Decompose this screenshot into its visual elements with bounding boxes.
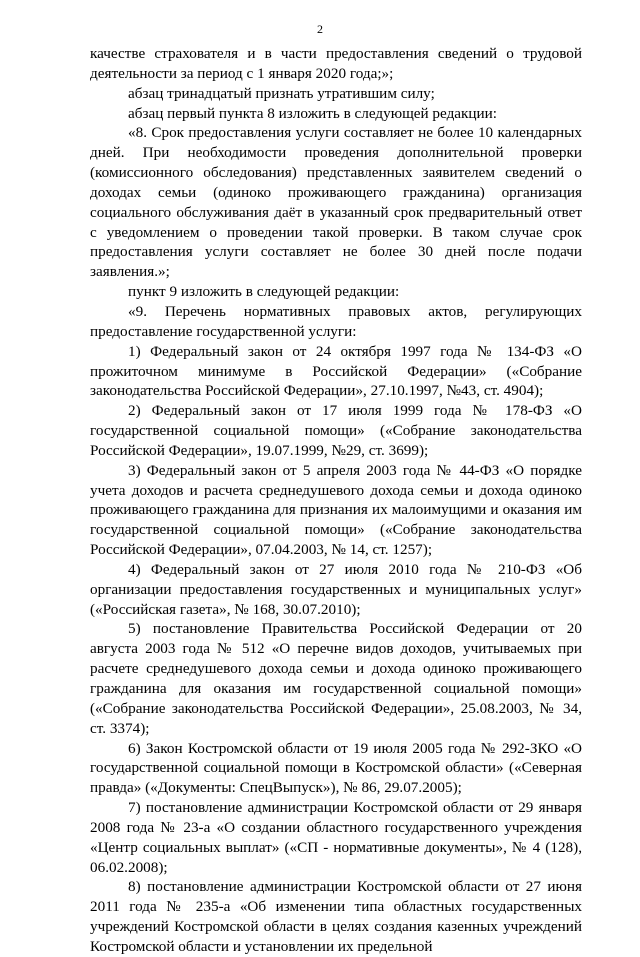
list-item-8: 8) постановление администрации Костромской области от 27 июня 2011 года № 235-а «Об изменении типа областных государственных учреждений Костромской области в целях создания казенных учреждений Костромской области и установлении их предельной <box>90 878 582 955</box>
paragraph-punkt-9-intro: пункт 9 изложить в следующей редакции: <box>128 283 400 301</box>
paragraph-punkt-8: «8. Срок предоставления услуги составляет не более 10 календарных дней. При необходимости проведения дополнительной проверки (комиссионного обследования) представленных заявителем сведений о доходах семьи (одиноко проживающего гражданина) организация социального обслуживания даёт в указанный срок предварительный ответ с уведомлением о проведении такой проверки. В таком случае срок предоставления услуги составляет не более 30 дней после подачи заявления.»; <box>90 124 582 281</box>
list-item-4: 4) Федеральный закон от 27 июля 2010 года № 210-ФЗ «Об организации предоставления государственных и муниципальных услуг» («Российская газета», № 168, 30.07.2010); <box>90 560 582 618</box>
list-item-2: 2) Федеральный закон от 17 июля 1999 года № 178-ФЗ «О государственной социальной помощи» («Собрание законодательства Российской Федерации», 19.07.1999, №29, ст. 3699); <box>90 402 582 459</box>
paragraph-abzac-13: абзац тринадцатый признать утратившим силу; <box>128 84 435 102</box>
list-item-7: 7) постановление администрации Костромской области от 29 января 2008 года № 23-а «О создании областного государственного учреждения «Центр социальных выплат» («СП - нормативные документы», № 4 (128), 06.02.2008); <box>90 799 582 876</box>
list-item-5: 5) постановление Правительства Российской Федерации от 20 августа 2003 года № 512 «О перечне видов доходов, учитываемых при расчете среднедушевого дохода семьи и дохода одиноко проживающего гражданина для оказания им государственной социальной помощи» («Собрание законодательства Российской Федерации», 25.08.2003, № 34, ст. 3374); <box>90 620 582 737</box>
document-body <box>90 44 582 957</box>
paragraph-punkt-9: «9. Перечень нормативных правовых актов, регулирующих предоставление государственной услуги: <box>90 302 582 340</box>
list-item-6: 6) Закон Костромской области от 19 июля 2005 года № 292-ЗКО «О государственной социальной помощи в Костромской области» («Северная правда» («Документы: СпецВыпуск»), № 86, 29.07.2005); <box>90 739 582 797</box>
paragraph-continuation: качестве страхователя и в части предоставления сведений о трудовой деятельности за период с 1 января 2020 года;»; <box>90 45 582 82</box>
paragraph-punkt-8-intro: абзац первый пункта 8 изложить в следующей редакции: <box>128 104 498 122</box>
page-number: 2 <box>317 22 323 36</box>
list-item-3: 3) Федеральный закон от 5 апреля 2003 года № 44-ФЗ «О порядке учета доходов и расчета среднедушевого дохода семьи и дохода одиноко проживающего гражданина для признания их малоимущими и оказания им государственной социальной помощи» («Собрание законодательства Российской Федерации», 07.04.2003, № 14, ст. 1257); <box>90 461 582 559</box>
list-item-1: 1) Федеральный закон от 24 октября 1997 года № 134-ФЗ «О прожиточном минимуме в Российской Федерации» («Собрание законодательства Российской Федерации», 27.10.1997, №43, ст. 4904); <box>90 342 582 400</box>
